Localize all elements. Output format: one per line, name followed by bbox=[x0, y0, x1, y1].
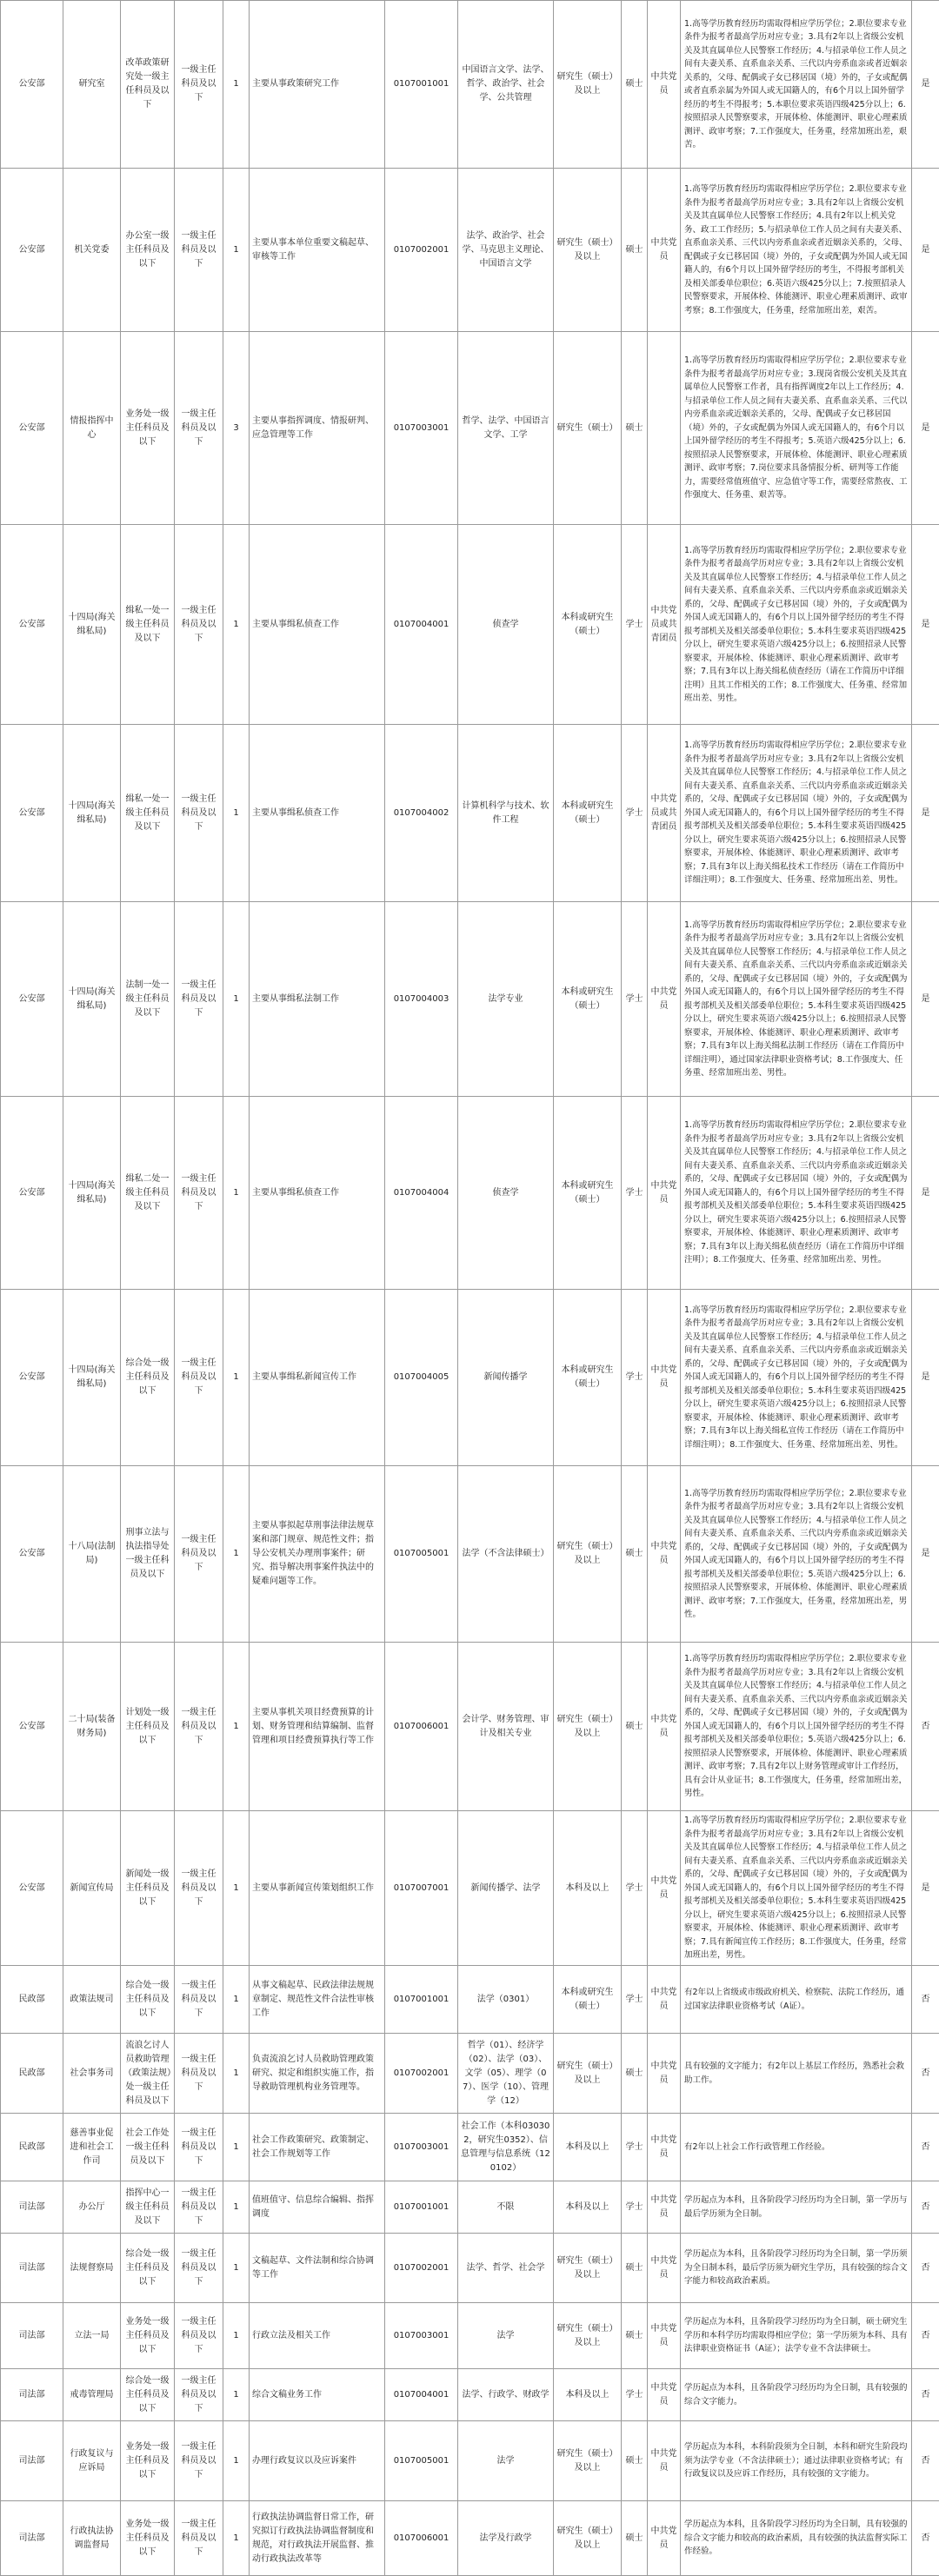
position-code-cell: 0107001001 bbox=[385, 1, 458, 169]
department-cell: 公安部 bbox=[1, 1466, 63, 1643]
political-status-cell: 中共党员或共青团员 bbox=[648, 725, 681, 902]
duty-description-cell: 主要从事指挥调度、情报研判、应急管理等工作 bbox=[250, 332, 385, 525]
job-table-body bbox=[1, 1, 939, 2576]
office-cell: 戒毒管理局 bbox=[63, 2369, 121, 2421]
office-cell: 法规督察局 bbox=[63, 2234, 121, 2303]
grassroots-cell: 是 bbox=[912, 169, 939, 332]
duty-description-cell: 主要从事新闻宣传策划组织工作 bbox=[250, 1811, 385, 1966]
table-row bbox=[1, 1, 939, 169]
table-row bbox=[1, 1643, 939, 1811]
recruit-count-cell: 1 bbox=[223, 2181, 250, 2234]
office-cell: 十八局(法制局) bbox=[63, 1466, 121, 1643]
office-cell: 社会事务司 bbox=[63, 2034, 121, 2114]
education-cell: 研究生（硕士）及以上 bbox=[554, 1643, 622, 1811]
duty-description-cell: 从事文稿起草、民政法律法规规章制定、规范性文件合法性审核工作 bbox=[250, 1966, 385, 2034]
major-cell: 法学专业 bbox=[458, 902, 554, 1097]
position-code-cell: 0107002001 bbox=[385, 2034, 458, 2114]
major-cell: 法学 bbox=[458, 2303, 554, 2369]
recruit-count-cell: 1 bbox=[223, 2234, 250, 2303]
requirements-cell: 有2年以上省级或市级政府机关、检察院、法院工作经历，通过国家法律职业资格考试（A证）。 bbox=[681, 1966, 912, 2034]
grassroots-cell: 是 bbox=[912, 725, 939, 902]
rank-cell: 一级主任科员及以下 bbox=[175, 725, 223, 902]
position-code-cell: 0107006001 bbox=[385, 1643, 458, 1811]
rank-cell: 一级主任科员及以下 bbox=[175, 332, 223, 525]
major-cell: 计算机科学与技术、软件工程 bbox=[458, 725, 554, 902]
major-cell: 中国语言文学、法学、哲学、政治学、社会学、公共管理 bbox=[458, 1, 554, 169]
recruit-count-cell: 1 bbox=[223, 2501, 250, 2576]
recruit-count-cell: 1 bbox=[223, 1466, 250, 1643]
rank-cell: 一级主任科员及以下 bbox=[175, 2421, 223, 2501]
political-status-cell: 中共党员 bbox=[648, 169, 681, 332]
degree-cell: 硕士 bbox=[622, 2234, 648, 2303]
rank-cell: 一级主任科员及以下 bbox=[175, 902, 223, 1097]
grassroots-cell: 是 bbox=[912, 1, 939, 169]
duty-description-cell: 主要从事机关项目经费预算的计划、财务管理和结算编制、监督管理和项目经费预算执行等工作 bbox=[250, 1643, 385, 1811]
education-cell: 研究生（硕士） bbox=[554, 332, 622, 525]
requirements-cell: 1.高等学历教育经历均需取得相应学历学位；2.职位要求专业条件为报考者最高学历对应专业；3.具有2年以上省级公安机关及其直属单位人民警察工作经历；4.与招录单位工作人员之间有夫妻关系、直系血亲关系、三代以内旁系血亲或近姻亲关系的，父母、配偶或子女已移居国（境）外的，子女或配偶为外国人或无国籍人的，有6个月以上国外留学经历的考生不得报考部机关及相关部委单位职位；5.本科生要求英语四级425分以上，研究生要求英语六级425分以上；6.按照招录人民警察要求，开展体检、体能测评、职业心理素质测评、政审考察；7.具有3年以上海关缉私法制工作经历（请在工作简历中详细注明），通过国家法律职业资格考试；8.工作强度大、任务重、经常加班出差、男性。 bbox=[681, 902, 912, 1097]
degree-cell: 硕士 bbox=[622, 1, 648, 169]
political-status-cell: 中共党员 bbox=[648, 902, 681, 1097]
education-cell: 本科及以上 bbox=[554, 2114, 622, 2181]
department-cell: 公安部 bbox=[1, 169, 63, 332]
rank-cell: 一级主任科员及以下 bbox=[175, 1643, 223, 1811]
duty-description-cell: 综合文稿业务工作 bbox=[250, 2369, 385, 2421]
position-cell: 刑事立法与执法指导处一级主任科员及以下 bbox=[121, 1466, 175, 1643]
position-code-cell: 0107004005 bbox=[385, 1290, 458, 1466]
department-cell: 司法部 bbox=[1, 2421, 63, 2501]
grassroots-cell: 是 bbox=[912, 525, 939, 725]
department-cell: 公安部 bbox=[1, 1643, 63, 1811]
office-cell: 十四局(海关缉私局) bbox=[63, 525, 121, 725]
major-cell: 侦查学 bbox=[458, 525, 554, 725]
position-code-cell: 0107001001 bbox=[385, 1966, 458, 2034]
position-cell: 综合处一级主任科员及以下 bbox=[121, 1290, 175, 1466]
degree-cell: 学士 bbox=[622, 1811, 648, 1966]
degree-cell: 学士 bbox=[622, 2114, 648, 2181]
major-cell: 法学（0301） bbox=[458, 1966, 554, 2034]
requirements-cell: 学历起点为本科，且各阶段学习经历均为全日制，第一学历与最后学历须为全日制。 bbox=[681, 2181, 912, 2234]
recruit-count-cell: 1 bbox=[223, 1097, 250, 1290]
requirements-cell: 1.高等学历教育经历均需取得相应学历学位；2.职位要求专业条件为报考者最高学历对应专业；3.具有2年以上省级公安机关及其直属单位人民警察工作经历；4.与招录单位工作人员之间有夫妻关系、直系血亲关系、三代以内旁系血亲或近姻亲关系的，父母、配偶或子女已移居国（境）外的，子女或配偶为外国人或无国籍人的，有6个月以上国外留学经历的考生不得报考部机关及相关部委单位职位；5.英语六级425分以上；6.按照招录人民警察要求，开展体检、体能测评、职业心理素质测评、政审考察；7.具有2年以上财务管理或审计工作经历，具有会计从业证书；8.工作强度大，任务重，经常加班出差，男性。 bbox=[681, 1643, 912, 1811]
office-cell: 情报指挥中心 bbox=[63, 332, 121, 525]
requirements-cell: 学历起点为本科，且各阶段学习经历均为全日制，第一学历须为全日制本科，最后学历须为研究生学历，具有较强的综合文字能力和较高政治素质。 bbox=[681, 2234, 912, 2303]
duty-description-cell: 主要从事政策研究工作 bbox=[250, 1, 385, 169]
degree-cell: 学士 bbox=[622, 1290, 648, 1466]
political-status-cell: 中共党员 bbox=[648, 1466, 681, 1643]
table-row bbox=[1, 332, 939, 525]
major-cell: 法学、行政学、财政学 bbox=[458, 2369, 554, 2421]
position-code-cell: 0107001001 bbox=[385, 2181, 458, 2234]
duty-description-cell: 主要从事拟起草刑事法律法规草案和部门规章、规范性文件；指导公安机关办理刑事案件；研究、指导解决刑事案件执法中的疑难问题等工作。 bbox=[250, 1466, 385, 1643]
position-cell: 计划处一级主任科员及以下 bbox=[121, 1643, 175, 1811]
major-cell: 新闻传播学、法学 bbox=[458, 1811, 554, 1966]
table-row bbox=[1, 2181, 939, 2234]
position-cell: 业务处一级主任科员及以下 bbox=[121, 332, 175, 525]
table-row bbox=[1, 1811, 939, 1966]
political-status-cell: 中共党员 bbox=[648, 2421, 681, 2501]
degree-cell: 学士 bbox=[622, 1097, 648, 1290]
major-cell: 会计学、财务管理、审计及相关专业 bbox=[458, 1643, 554, 1811]
rank-cell: 一级主任科员及以下 bbox=[175, 2501, 223, 2576]
department-cell: 公安部 bbox=[1, 725, 63, 902]
degree-cell: 硕士 bbox=[622, 2421, 648, 2501]
department-cell: 司法部 bbox=[1, 2369, 63, 2421]
rank-cell: 一级主任科员及以下 bbox=[175, 1811, 223, 1966]
recruit-count-cell: 1 bbox=[223, 2421, 250, 2501]
office-cell: 十四局(海关缉私局) bbox=[63, 1290, 121, 1466]
position-code-cell: 0107003001 bbox=[385, 2114, 458, 2181]
education-cell: 研究生（硕士）及以上 bbox=[554, 1, 622, 169]
office-cell: 新闻宣传局 bbox=[63, 1811, 121, 1966]
degree-cell: 学士 bbox=[622, 725, 648, 902]
grassroots-cell: 是 bbox=[912, 1811, 939, 1966]
grassroots-cell: 否 bbox=[912, 2234, 939, 2303]
education-cell: 本科及以上 bbox=[554, 2181, 622, 2234]
rank-cell: 一级主任科员及以下 bbox=[175, 525, 223, 725]
office-cell: 十四局(海关缉私局) bbox=[63, 1097, 121, 1290]
degree-cell: 硕士 bbox=[622, 169, 648, 332]
degree-cell: 学士 bbox=[622, 525, 648, 725]
department-cell: 公安部 bbox=[1, 1, 63, 169]
office-cell: 机关党委 bbox=[63, 169, 121, 332]
department-cell: 司法部 bbox=[1, 2234, 63, 2303]
recruit-count-cell: 3 bbox=[223, 332, 250, 525]
position-cell: 业务处一级主任科员及以下 bbox=[121, 2421, 175, 2501]
table-row bbox=[1, 725, 939, 902]
duty-description-cell: 主要从事缉私侦查工作 bbox=[250, 725, 385, 902]
department-cell: 公安部 bbox=[1, 1811, 63, 1966]
political-status-cell: 中共党员 bbox=[648, 2181, 681, 2234]
degree-cell: 硕士 bbox=[622, 332, 648, 525]
education-cell: 本科或研究生（硕士） bbox=[554, 725, 622, 902]
political-status-cell: 中共党员 bbox=[648, 2369, 681, 2421]
duty-description-cell: 行政执法协调监督日常工作，研究拟订行政执法协调监督制度和规范，对行政执法开展监督、推动行政执法改革等 bbox=[250, 2501, 385, 2576]
political-status-cell bbox=[648, 332, 681, 525]
requirements-cell: 1.高等学历教育经历均需取得相应学历学位；2.职位要求专业条件为报考者最高学历对应专业；3.具有2年以上省级公安机关及其直属单位人民警察工作经历；4.与招录单位工作人员之间有夫妻关系、直系血亲关系、三代以内旁系血亲或近姻亲关系的，父母、配偶或子女已移居国（境）外的，子女或配偶为外国人或无国籍人的，有6个月以上国外留学经历的考生不得报考部机关及相关部委单位职位；5.本科生要求英语四级425分以上，研究生要求英语六级425分以上；6.按照招录人民警察要求，开展体检、体能测评、职业心理素质测评、政审考察；7.具有新闻宣传工作经历；8.工作强度大，任务重，经常加班出差，男性。 bbox=[681, 1811, 912, 1966]
duty-description-cell: 主要从事缉私法制工作 bbox=[250, 902, 385, 1097]
table-row bbox=[1, 902, 939, 1097]
political-status-cell: 中共党员 bbox=[648, 1290, 681, 1466]
table-row bbox=[1, 525, 939, 725]
grassroots-cell: 是 bbox=[912, 1097, 939, 1290]
office-cell: 慈善事业促进和社会工作司 bbox=[63, 2114, 121, 2181]
duty-description-cell: 社会工作政策研究、政策制定、社会工作规划等工作 bbox=[250, 2114, 385, 2181]
position-code-cell: 0107003001 bbox=[385, 2303, 458, 2369]
duty-description-cell: 主要从事本单位重要文稿起草、审核等工作 bbox=[250, 169, 385, 332]
position-code-cell: 0107004002 bbox=[385, 725, 458, 902]
recruit-count-cell: 1 bbox=[223, 169, 250, 332]
position-code-cell: 0107004004 bbox=[385, 1097, 458, 1290]
major-cell: 哲学（01）、经济学（02）、法学（03）、文学（05）、理学（07）、医学（10）、管理学（12） bbox=[458, 2034, 554, 2114]
table-row bbox=[1, 1466, 939, 1643]
grassroots-cell: 否 bbox=[912, 2303, 939, 2369]
political-status-cell: 中共党员或共青团员 bbox=[648, 525, 681, 725]
major-cell: 不限 bbox=[458, 2181, 554, 2234]
degree-cell: 学士 bbox=[622, 2369, 648, 2421]
political-status-cell: 中共党员 bbox=[648, 2114, 681, 2181]
table-row bbox=[1, 1966, 939, 2034]
office-cell: 十四局(海关缉私局) bbox=[63, 725, 121, 902]
grassroots-cell: 否 bbox=[912, 2114, 939, 2181]
office-cell: 行政复议与应诉局 bbox=[63, 2421, 121, 2501]
education-cell: 本科及以上 bbox=[554, 2369, 622, 2421]
grassroots-cell: 否 bbox=[912, 2034, 939, 2114]
rank-cell: 一级主任科员及以下 bbox=[175, 1466, 223, 1643]
major-cell: 法学（不含法律硕士） bbox=[458, 1466, 554, 1643]
duty-description-cell: 主要从事缉私侦查工作 bbox=[250, 1097, 385, 1290]
education-cell: 研究生（硕士）及以上 bbox=[554, 2034, 622, 2114]
position-code-cell: 0107002001 bbox=[385, 169, 458, 332]
rank-cell: 一级主任科员及以下 bbox=[175, 1966, 223, 2034]
position-code-cell: 0107005001 bbox=[385, 1466, 458, 1643]
requirements-cell: 1.高等学历教育经历均需取得相应学历学位；2.职位要求专业条件为报考者最高学历对应专业；3.具有2年以上省级公安机关及其直属单位人民警察工作经历；4.与招录单位工作人员之间有夫妻关系、直系血亲关系、三代以内旁系血亲或近姻亲关系的，父母、配偶或子女已移居国（境）外的，子女或配偶为外国人或无国籍人的，有6个月以上国外留学经历的考生不得报考部机关及相关部委单位职位；5.本科生要求英语四级425分以上，研究生要求英语六级425分以上；6.按照招录人民警察要求，开展体检、体能测评、职业心理素质测评、政审考察；7.具有3年以上海关缉私技术工作经历（请在工作简历中详细注明）；8.工作强度大、任务重、经常加班出差、男性。 bbox=[681, 725, 912, 902]
position-cell: 新闻处一级主任科员及以下 bbox=[121, 1811, 175, 1966]
department-cell: 公安部 bbox=[1, 332, 63, 525]
position-cell: 法制一处一级主任科员及以下 bbox=[121, 902, 175, 1097]
rank-cell: 一级主任科员及以下 bbox=[175, 2234, 223, 2303]
department-cell: 公安部 bbox=[1, 525, 63, 725]
requirements-cell: 学历起点为本科，且各阶段学习经历均为全日制，具有较强的综合文字能力。 bbox=[681, 2369, 912, 2421]
major-cell: 法学 bbox=[458, 2421, 554, 2501]
table-row bbox=[1, 2303, 939, 2369]
position-cell: 综合处一级主任科员及以下 bbox=[121, 2234, 175, 2303]
grassroots-cell: 是 bbox=[912, 902, 939, 1097]
table-row bbox=[1, 2034, 939, 2114]
duty-description-cell: 文稿起草、文件法制和综合协调等工作 bbox=[250, 2234, 385, 2303]
table-row bbox=[1, 2114, 939, 2181]
department-cell: 民政部 bbox=[1, 2034, 63, 2114]
political-status-cell: 中共党员 bbox=[648, 1643, 681, 1811]
rank-cell: 一级主任科员及以下 bbox=[175, 2369, 223, 2421]
grassroots-cell: 否 bbox=[912, 2501, 939, 2576]
grassroots-cell: 否 bbox=[912, 2421, 939, 2501]
position-cell: 业务处一级主任科员及以下 bbox=[121, 2501, 175, 2576]
recruit-count-cell: 1 bbox=[223, 1643, 250, 1811]
political-status-cell: 中共党员 bbox=[648, 2234, 681, 2303]
position-code-cell: 0107002001 bbox=[385, 2234, 458, 2303]
recruit-count-cell: 1 bbox=[223, 525, 250, 725]
major-cell: 法学及行政学 bbox=[458, 2501, 554, 2576]
political-status-cell: 中共党员 bbox=[648, 2303, 681, 2369]
duty-description-cell: 办理行政复议以及应诉案件 bbox=[250, 2421, 385, 2501]
grassroots-cell: 否 bbox=[912, 2181, 939, 2234]
degree-cell: 学士 bbox=[622, 902, 648, 1097]
degree-cell: 硕士 bbox=[622, 1466, 648, 1643]
position-cell: 业务处一级主任科员及以下 bbox=[121, 2303, 175, 2369]
position-cell: 改革政策研究处一级主任科员及以下 bbox=[121, 1, 175, 169]
requirements-cell: 有2年以上社会工作行政管理工作经验。 bbox=[681, 2114, 912, 2181]
education-cell: 研究生（硕士）及以上 bbox=[554, 1466, 622, 1643]
major-cell: 新闻传播学 bbox=[458, 1290, 554, 1466]
recruit-count-cell: 1 bbox=[223, 2369, 250, 2421]
education-cell: 本科或研究生（硕士） bbox=[554, 1290, 622, 1466]
political-status-cell: 中共党员 bbox=[648, 2501, 681, 2576]
recruit-count-cell: 1 bbox=[223, 902, 250, 1097]
recruit-count-cell: 1 bbox=[223, 2303, 250, 2369]
position-code-cell: 0107006001 bbox=[385, 2501, 458, 2576]
recruit-count-cell: 1 bbox=[223, 1966, 250, 2034]
political-status-cell: 中共党员 bbox=[648, 1811, 681, 1966]
grassroots-cell: 否 bbox=[912, 1966, 939, 2034]
position-cell: 综合处一级主任科员及以下 bbox=[121, 1966, 175, 2034]
table-row bbox=[1, 1097, 939, 1290]
requirements-cell: 具有较强的文字能力；有2年以上基层工作经历，熟悉社会救助工作。 bbox=[681, 2034, 912, 2114]
table-row bbox=[1, 2234, 939, 2303]
recruit-count-cell: 1 bbox=[223, 2114, 250, 2181]
degree-cell: 硕士 bbox=[622, 2303, 648, 2369]
rank-cell: 一级主任科员及以下 bbox=[175, 169, 223, 332]
position-cell: 缉私一处一级主任科员及以下 bbox=[121, 525, 175, 725]
requirements-cell: 1.高等学历教育经历均需取得相应学历学位；2.职位要求专业条件为报考者最高学历对应专业；3.现岗省级公安机关及其直属单位人民警察工作者，具有指挥调度2年以上工作经历；4.与招录单位工作人员之间有夫妻关系、直系血亲关系、三代以内旁系血亲或近姻亲关系的，父母、配偶或子女已移居国（境）外的，子女或配偶为外国人或无国籍人的，有6个月以上国外留学经历的考生不得报考；5.英语六级425分以上；6.按照招录人民警察要求，开展体检、体能测评、职业心理素质测评、政审考察；7.岗位要求具备情报分析、研判等工作能力，需要经常值班值守、应急值守等工作，需要经常熬夜、工作强度大、任务重、艰苦等。 bbox=[681, 332, 912, 525]
department-cell: 民政部 bbox=[1, 1966, 63, 2034]
requirements-cell: 1.高等学历教育经历均需取得相应学历学位；2.职位要求专业条件为报考者最高学历对应专业；3.具有2年以上省级公安机关及其直属单位人民警察工作经历；4.与招录单位工作人员之间有夫妻关系、直系血亲关系、三代以内旁系血亲或近姻亲关系的，父母、配偶或子女已移居国（境）外的，子女或配偶为外国人或无国籍人的，有6个月以上国外留学经历的考生不得报考部机关及相关部委单位职位；5.本科生要求英语四级425分以上，研究生要求英语六级425分以上；6.按照招录人民警察要求，开展体检、体能测评、职业心理素质测评、政审考察；7.具有3年以上海关缉私宣传工作经历（请在工作简历中详细注明）；8.工作强度大、任务重、经常加班出差、男性。 bbox=[681, 1290, 912, 1466]
major-cell: 社会工作（本科030302，研究生0352）、信息管理与信息系统（120102） bbox=[458, 2114, 554, 2181]
duty-description-cell: 负责流浪乞讨人员救助管理政策研究、拟定和组织实施工作，指导救助管理机构业务管理等。 bbox=[250, 2034, 385, 2114]
position-code-cell: 0107004003 bbox=[385, 902, 458, 1097]
requirements-cell: 1.高等学历教育经历均需取得相应学历学位；2.职位要求专业条件为报考者最高学历对应专业；3.具有2年以上省级公安机关及其直属单位人民警察工作经历；4.与招录单位工作人员之间有夫妻关系、直系血亲关系、三代以内旁系血亲或近姻亲关系的，父母、配偶或子女已移居国（境）外的，子女或配偶为外国人或无国籍人的，有6个月以上国外留学经历的考生不得报考部机关及相关部委单位职位；5.本科生要求英语四级425分以上，研究生要求英语六级425分以上；6.按照招录人民警察要求，开展体检、体能测评、职业心理素质测评、政审考察；7.具有3年以上海关缉私侦查经历（请在工作简历中详细注明）且其工作相关的工作；8.工作强度大、任务重、经常加班出差、男性。 bbox=[681, 525, 912, 725]
degree-cell: 硕士 bbox=[622, 2034, 648, 2114]
political-status-cell: 中共党员 bbox=[648, 1097, 681, 1290]
education-cell: 研究生（硕士）及以上 bbox=[554, 169, 622, 332]
degree-cell: 学士 bbox=[622, 2181, 648, 2234]
requirements-cell: 1.高等学历教育经历均需取得相应学历学位；2.职位要求专业条件为报考者最高学历对应专业；3.具有2年以上省级公安机关及其直属单位人民警察工作经历；4.具有2年以上机关党务、政工工作经历；5.与招录单位工作人员之间有夫妻关系、直系血亲关系、三代以内旁系血亲或者近姻亲关系的，父母、配偶或子女已移居国（境）外的，子女或配偶为外国人或无国籍人的，有6个月以上国外留学经历的考生，不得报考部机关及相关部委单位职位；6.英语六级425分以上；7.按照招录人民警察要求，开展体检、体能测评、职业心理素质测评、政审考察；8.工作强度大，任务重，经常加班出差，艰苦。 bbox=[681, 169, 912, 332]
rank-cell: 一级主任科员及以下 bbox=[175, 1097, 223, 1290]
requirements-cell: 1.高等学历教育经历均需取得相应学历学位；2.职位要求专业条件为报考者最高学历对应专业；3.具有2年以上省级公安机关及其直属单位人民警察工作经历；4.与招录单位工作人员之间有夫妻关系、直系血亲关系、三代以内旁系血亲或者近姻亲关系的，父母、配偶或子女已移居国（境）外的，子女或配偶或者直系亲属为外国人或无国籍人的，有6个月以上国外留学经历的考生不得报考；5.本职位要求英语四级425分以上；6.按照招录人民警察要求，开展体检、体能测评、职业心理素质测评、政审考察；7.工作强度大，任务重，经常加班出差，艰苦。 bbox=[681, 1, 912, 169]
major-cell: 侦查学 bbox=[458, 1097, 554, 1290]
rank-cell: 一级主任科员及以下 bbox=[175, 2181, 223, 2234]
requirements-cell: 1.高等学历教育经历均需取得相应学历学位；2.职位要求专业条件为报考者最高学历对应专业；3.具有2年以上省级公安机关及其直属单位人民警察工作经历；4.与招录单位工作人员之间有夫妻关系、直系血亲关系、三代以内旁系血亲或近姻亲关系的，父母、配偶或子女已移居国（境）外的，子女或配偶为外国人或无国籍人的，有6个月以上国外留学经历的考生不得报考部机关及相关部委单位职位；5.英语六级425分以上；6.按照招录人民警察要求，开展体检、体能测评、职业心理素质测评、政审考察；7.工作强度大，任务重，经常加班出差，男性。 bbox=[681, 1466, 912, 1643]
position-cell: 流浪乞讨人员救助管理（政策法规）处一级主任科员及以下 bbox=[121, 2034, 175, 2114]
education-cell: 研究生（硕士）及以上 bbox=[554, 2501, 622, 2576]
education-cell: 本科或研究生（硕士） bbox=[554, 1966, 622, 2034]
grassroots-cell: 是 bbox=[912, 1290, 939, 1466]
position-cell: 缉私二处一级主任科员及以下 bbox=[121, 1097, 175, 1290]
duty-description-cell: 主要从事缉私新闻宣传工作 bbox=[250, 1290, 385, 1466]
duty-description-cell: 主要从事缉私侦查工作 bbox=[250, 525, 385, 725]
position-cell: 缉私一处一级主任科员及以下 bbox=[121, 725, 175, 902]
political-status-cell: 中共党员 bbox=[648, 1966, 681, 2034]
education-cell: 研究生（硕士）及以上 bbox=[554, 2303, 622, 2369]
position-cell: 指挥中心一级主任科员及以下 bbox=[121, 2181, 175, 2234]
grassroots-cell: 是 bbox=[912, 332, 939, 525]
major-cell: 法学、哲学、社会学 bbox=[458, 2234, 554, 2303]
requirements-cell: 学历起点为本科，且各阶段学习经历均为全日制，硕士研究生学历和本科学历均需取得相应学位；第一学历须为本科、具有法律职业资格证书（A证）；法学专业不含法律硕士。 bbox=[681, 2303, 912, 2369]
position-code-cell: 0107004001 bbox=[385, 2369, 458, 2421]
education-cell: 本科或研究生（硕士） bbox=[554, 1097, 622, 1290]
position-cell: 办公室一级主任科员及以下 bbox=[121, 169, 175, 332]
requirements-cell: 1.高等学历教育经历均需取得相应学历学位；2.职位要求专业条件为报考者最高学历对应专业；3.具有2年以上省级公安机关及其直属单位人民警察工作经历；4.与招录单位工作人员之间有夫妻关系、直系血亲关系、三代以内旁系血亲或近姻亲关系的，父母、配偶或子女已移居国（境）外的，子女或配偶为外国人或无国籍人的，有6个月以上国外留学经历的考生不得报考部机关及相关部委单位职位；5.本科生要求英语四级425分以上，研究生要求英语六级425分以上；6.按照招录人民警察要求，开展体检、体能测评、职业心理素质测评、政审考察；7.具有3年以上海关缉私侦查经历（请在工作简历中详细注明）；8.工作强度大、任务重、经常加班出差、男性。 bbox=[681, 1097, 912, 1290]
office-cell: 十四局(海关缉私局) bbox=[63, 902, 121, 1097]
education-cell: 本科及以上 bbox=[554, 1811, 622, 1966]
duty-description-cell: 值班值守、信息综合编辑、指挥调度 bbox=[250, 2181, 385, 2234]
department-cell: 公安部 bbox=[1, 902, 63, 1097]
recruit-count-cell: 1 bbox=[223, 1290, 250, 1466]
department-cell: 公安部 bbox=[1, 1290, 63, 1466]
department-cell: 司法部 bbox=[1, 2501, 63, 2576]
position-code-cell: 0107003001 bbox=[385, 332, 458, 525]
position-code-cell: 0107004001 bbox=[385, 525, 458, 725]
office-cell: 行政执法协调监督局 bbox=[63, 2501, 121, 2576]
position-code-cell: 0107007001 bbox=[385, 1811, 458, 1966]
rank-cell: 一级主任科员及以下 bbox=[175, 2114, 223, 2181]
department-cell: 民政部 bbox=[1, 2114, 63, 2181]
position-cell: 综合处一级主任科员及以下 bbox=[121, 2369, 175, 2421]
education-cell: 本科或研究生（硕士） bbox=[554, 525, 622, 725]
table-row bbox=[1, 2501, 939, 2576]
grassroots-cell: 否 bbox=[912, 2369, 939, 2421]
degree-cell: 硕士 bbox=[622, 2501, 648, 2576]
degree-cell: 硕士 bbox=[622, 1643, 648, 1811]
department-cell: 司法部 bbox=[1, 2303, 63, 2369]
grassroots-cell: 否 bbox=[912, 1643, 939, 1811]
education-cell: 本科或研究生（硕士） bbox=[554, 902, 622, 1097]
office-cell: 立法一局 bbox=[63, 2303, 121, 2369]
major-cell: 法学、政治学、社会学、马克思主义理论、中国语言文学 bbox=[458, 169, 554, 332]
education-cell: 研究生（硕士）及以上 bbox=[554, 2421, 622, 2501]
department-cell: 司法部 bbox=[1, 2181, 63, 2234]
recruit-count-cell: 1 bbox=[223, 725, 250, 902]
office-cell: 二十局(装备财务局) bbox=[63, 1643, 121, 1811]
office-cell: 研究室 bbox=[63, 1, 121, 169]
political-status-cell: 中共党员 bbox=[648, 1, 681, 169]
recruit-count-cell: 1 bbox=[223, 2034, 250, 2114]
rank-cell: 一级主任科员及以下 bbox=[175, 1290, 223, 1466]
table-row bbox=[1, 2369, 939, 2421]
table-row bbox=[1, 169, 939, 332]
position-cell: 社会工作处一级主任科员及以下 bbox=[121, 2114, 175, 2181]
table-row bbox=[1, 1290, 939, 1466]
requirements-cell: 学历起点为本科，且各阶段学习经历均为全日制，具有较强的综合文字能力和较高的政治素质，具有较强的执法监督实际工作经验。 bbox=[681, 2501, 912, 2576]
degree-cell: 学士 bbox=[622, 1966, 648, 2034]
political-status-cell: 中共党员 bbox=[648, 2034, 681, 2114]
rank-cell: 一级主任科员及以下 bbox=[175, 2034, 223, 2114]
requirements-cell: 学历起点为本科，本科阶段须为全日制，本科和研究生阶段均须为法学专业（不含法律硕士）；通过法律职业资格考试；有行政复议以及应诉工作经历，具有较强的文字能力。 bbox=[681, 2421, 912, 2501]
rank-cell: 一级主任科员及以下 bbox=[175, 1, 223, 169]
office-cell: 政策法规司 bbox=[63, 1966, 121, 2034]
education-cell: 研究生（硕士）及以上 bbox=[554, 2234, 622, 2303]
office-cell: 办公厅 bbox=[63, 2181, 121, 2234]
major-cell: 哲学、法学、中国语言文学、工学 bbox=[458, 332, 554, 525]
position-code-cell: 0107005001 bbox=[385, 2421, 458, 2501]
table-row bbox=[1, 2421, 939, 2501]
rank-cell: 一级主任科员及以下 bbox=[175, 2303, 223, 2369]
department-cell: 公安部 bbox=[1, 1097, 63, 1290]
grassroots-cell: 是 bbox=[912, 1466, 939, 1643]
recruit-count-cell: 1 bbox=[223, 1, 250, 169]
duty-description-cell: 行政立法及相关工作 bbox=[250, 2303, 385, 2369]
recruit-count-cell: 1 bbox=[223, 1811, 250, 1966]
